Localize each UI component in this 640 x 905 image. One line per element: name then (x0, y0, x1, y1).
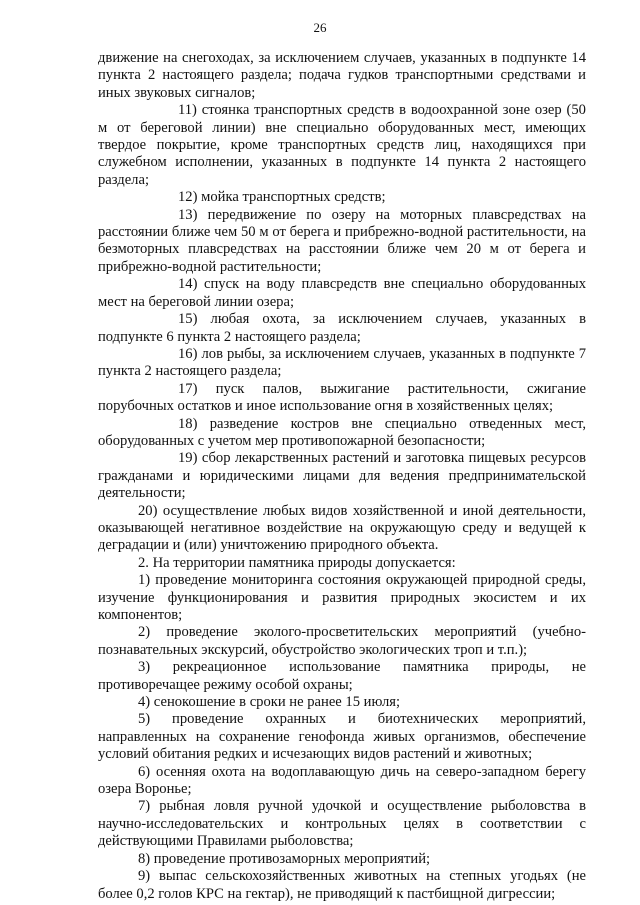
paragraph: 4) сенокошение в сроки не ранее 15 июля; (138, 694, 401, 711)
paragraph: 9) выпас сельскохозяйственных животных на степных угодьях (не более 0,2 голов КРС на гектар), не приводящий к пастбищной дигрессии; (98, 868, 586, 902)
paragraph: 12) мойка транспортных средств; (178, 189, 386, 206)
paragraph: 17) пуск палов, выжигание растительности, сжигание порубочных остатков и иное использование огня в хозяйственных целях; (98, 380, 586, 415)
paragraph: 16) лов рыбы, за исключением случаев, указанных в подпункте 7 пункта 2 настоящего раздела; (98, 345, 586, 380)
paragraph: 13) передвижение по озеру на моторных плавсредствах на расстоянии ближе чем 50 м от берега и прибрежно-водной растительности, на безмоторных плавсредствах на расстоянии ближе чем 20 м от берега и прибрежно-водной растительности; (98, 206, 586, 275)
paragraph: 5) проведение охранных и биотехнических мероприятий, направленных на сохранение генофонда живых организмов, обеспечение условий обитания редких и исчезающих видов растений и животных; (98, 711, 586, 763)
paragraph: 2) проведение эколого-просветительских мероприятий (учебно-познавательных экскурсий, обустройство экологических троп и т.п.); (98, 624, 586, 658)
paragraph: 14) спуск на воду плавсредств вне специально оборудованных мест на береговой линии озера; (98, 276, 586, 310)
page-number: 26 (313, 20, 327, 35)
paragraph: 2. На территории памятника природы допускается: (138, 554, 456, 571)
paragraph: 7) рыбная ловля ручной удочкой и осуществление рыболовства в научно-исследовательских и контрольных целях в соответствии с действующими Правилами рыболовства; (98, 798, 586, 850)
paragraph: движение на снегоходах, за исключением случаев, указанных в подпункте 14 пункта 2 настоящего раздела; подача гудков транспортными средствами и иных звуковых сигналов; (98, 50, 586, 101)
document-body (98, 50, 586, 903)
paragraph: 15) любая охота, за исключением случаев, указанных в подпункте 6 пункта 2 настоящего раздела; (98, 311, 586, 345)
paragraph: 19) сбор лекарственных растений и заготовка пищевых ресурсов гражданами и юридическими лицами для ведения предпринимательской деятельности; (98, 450, 587, 502)
paragraph: 20) осуществление любых видов хозяйственной и иной деятельности, оказывающей негативное воздействие на окружающую среду и ведущей к деградации и (или) уничтожению природного объекта. (98, 502, 586, 554)
paragraph: 1) проведение мониторинга состояния окружающей природной среды, изучение функционирования и развития природных экосистем и их компонентов; (98, 572, 586, 623)
paragraph: 11) стоянка транспортных средств в водоохранной зоне озер (50 м от береговой линии) вне специально оборудованных мест, имеющих твердое покрытие, кроме транспортных средств лиц, находящихся при служебном исполнении, указанных в подпункте 14 пункта 2 настоящего раздела; (98, 102, 586, 188)
paragraph: 6) осенняя охота на водоплавающую дичь на северо-западном берегу озера Воронье; (98, 763, 586, 798)
paragraph: 8) проведение противозаморных мероприятий; (138, 850, 431, 867)
paragraph: 3) рекреационное использование памятника природы, не противоречащее режиму особой охраны; (98, 659, 586, 693)
paragraph: 18) разведение костров вне специально отведенных мест, оборудованных с учетом мер противопожарной безопасности; (98, 415, 586, 449)
